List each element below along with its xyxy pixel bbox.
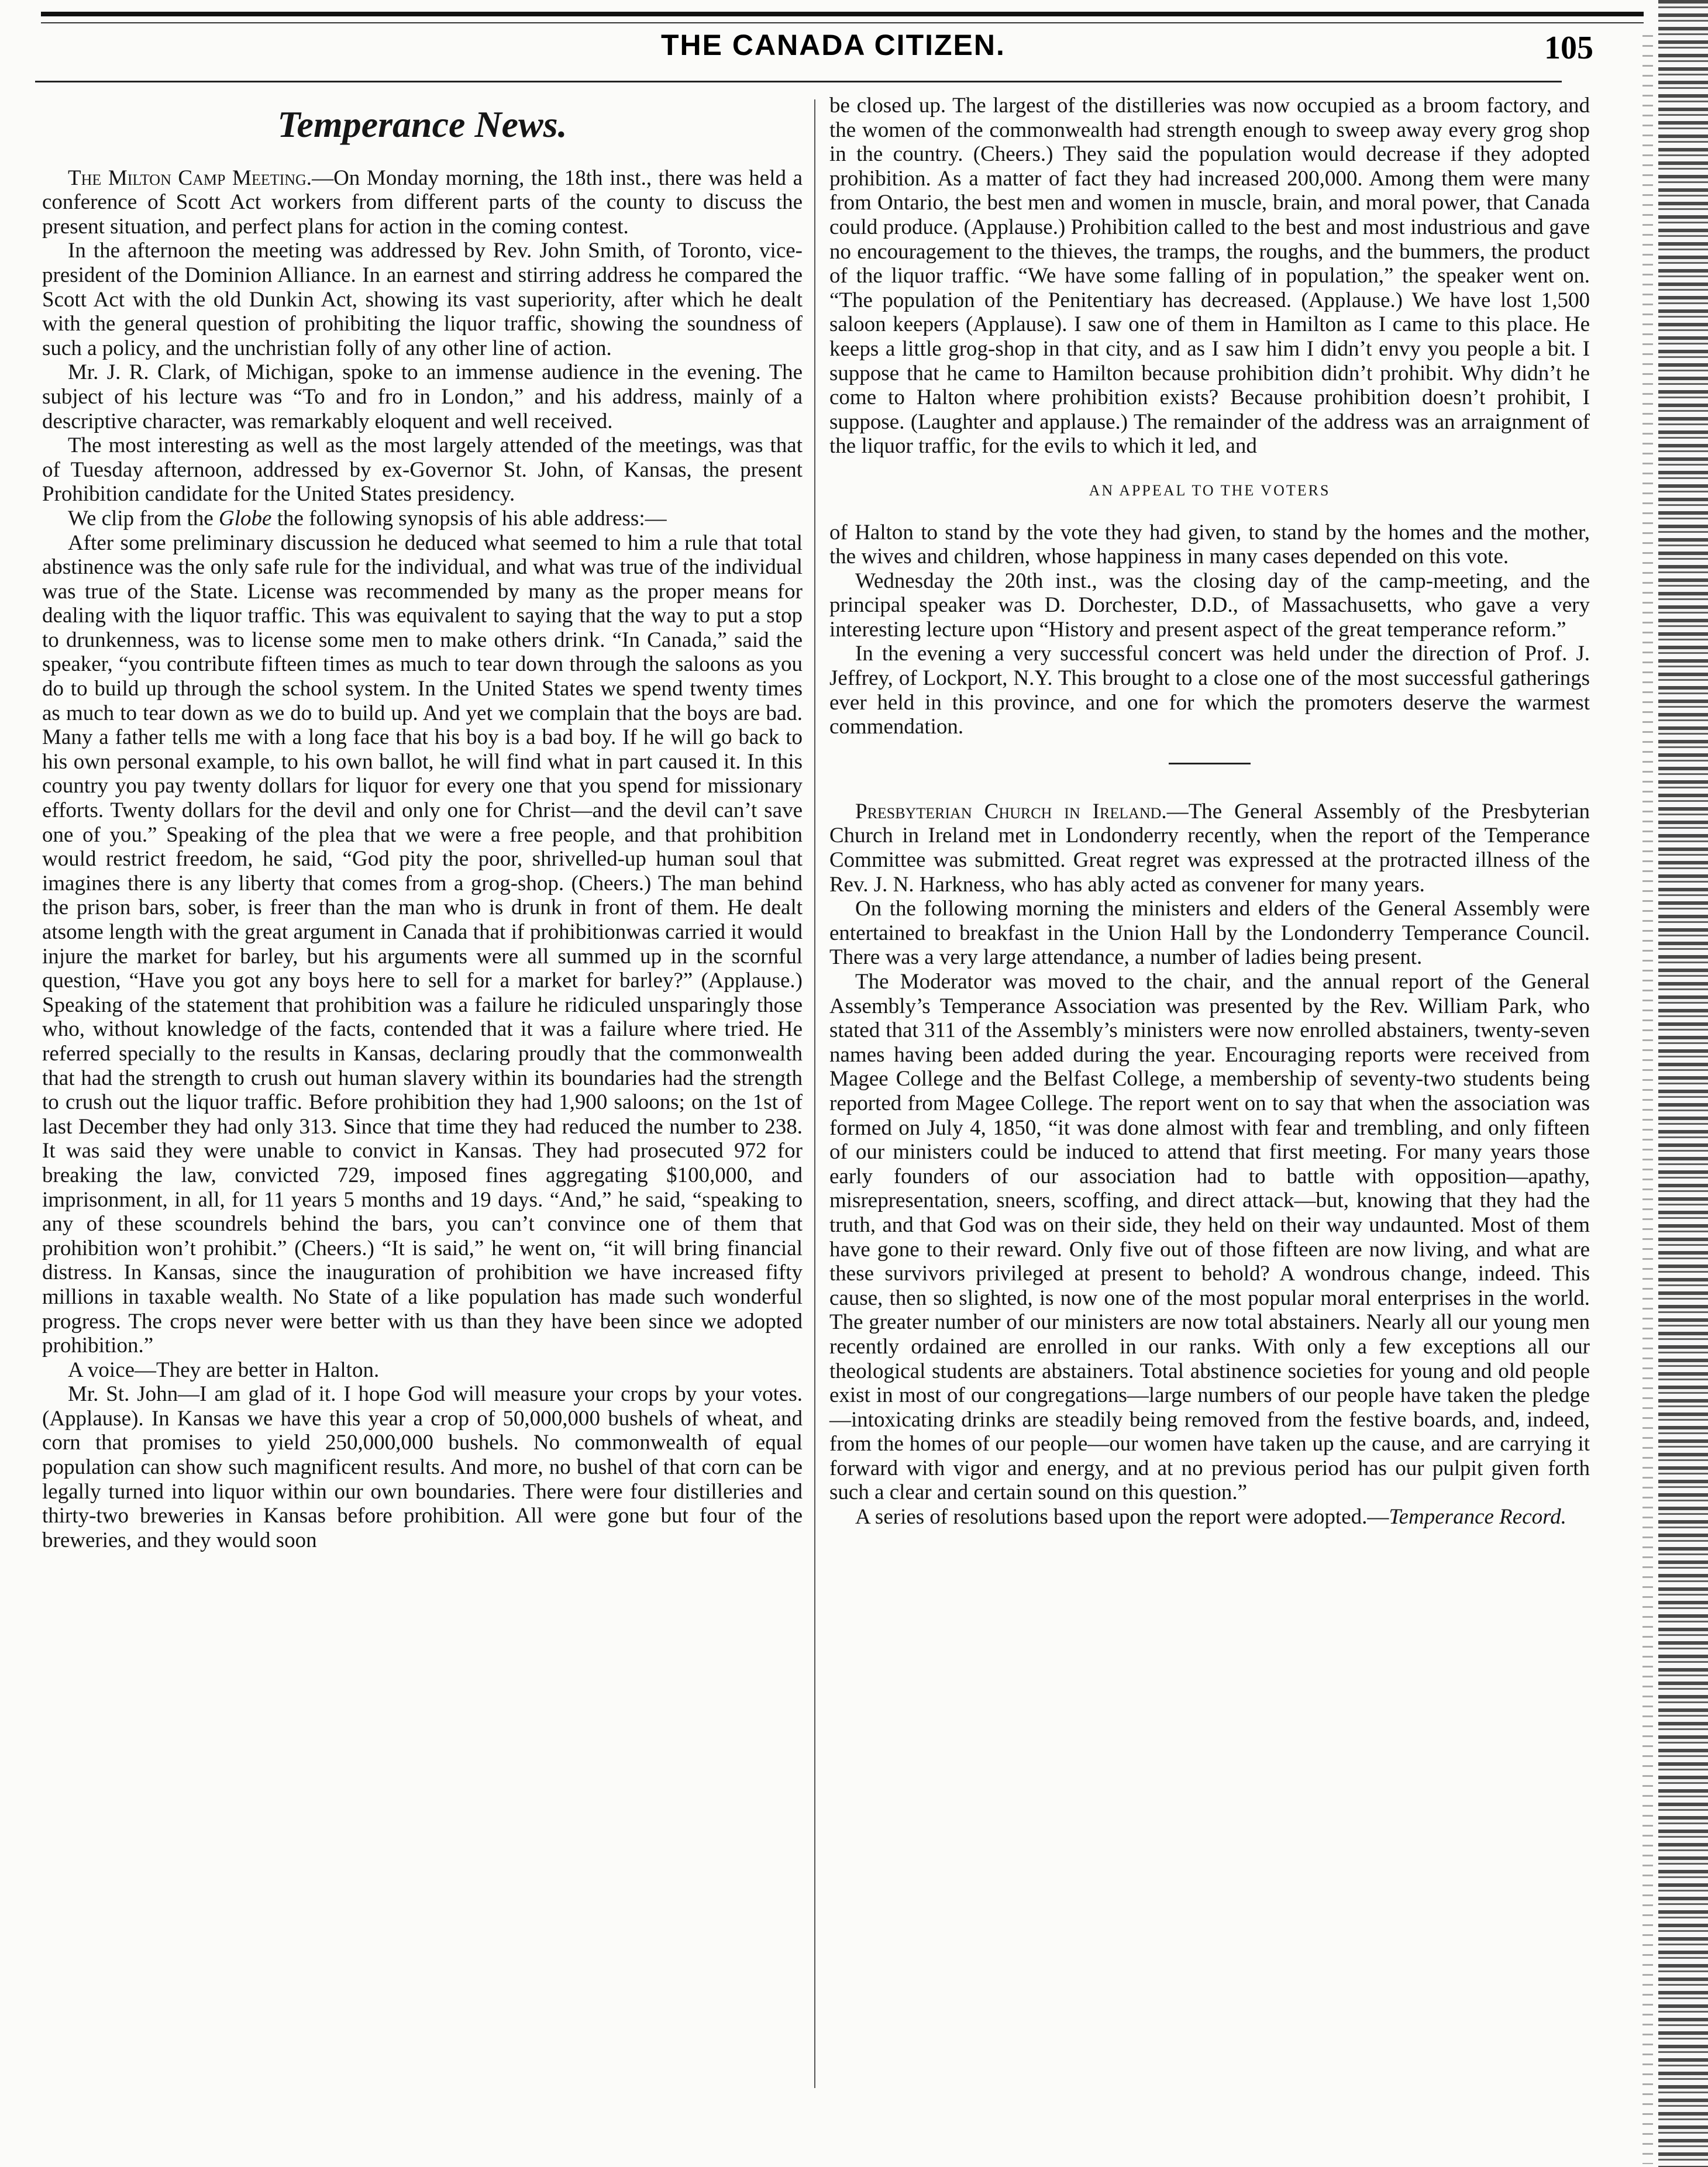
paragraph-text: We clip from the (68, 506, 219, 530)
page-number: 105 (1544, 30, 1593, 66)
article-paragraph: The Moderator was moved to the chair, and the annual report of the General Assembly’s Temperance Association was presented by the Rev. William Park, who stated that 311 of the Assembly’s ministers were now enrolled abstainers, twenty-seven names having been added during the year. Encouraging reports were received from Magee College and the Belfast College, a membership of seventy-two students being reported from Magee College. The report went on to say that when the association was formed on July 4, 1850, “it was done almost with fear and trembling, and only fifteen of our ministers could be induced to attend that first meeting. For many years those early founders of our association had to battle with opposition—apathy, misrepresentation, sneers, scoffing, and direct attack—but, knowing that they had the truth, and that God was on their side, they held on their way undaunted. Most of them have gone to their reward. Only five out of those fifteen are now living, and what are these survivors privileged at present to behold? A wondrous change, indeed. This cause, then so slighted, is now one of the most popular moral enterprises in the world. The greater number of our ministers are now total abstainers. Nearly all our young men recently ordained are enrolled in our ranks. With only a few exceptions all our theological students are abstainers. Total abstinence societies for young and old people exist in most of our congregations—large numbers of our people have taken the pledge—intoxicating drinks are steadily being removed from the festive boards, and, indeed, from the homes of our people—our women have taken up the cause, and are carrying it forward with vigor and energy, and at no previous period has our pulpit given forth such a clear and certain sound on this question.” (829, 970, 1590, 1505)
paragraph-text: the following synopsis of his able address:— (271, 506, 667, 530)
article-paragraph: Mr. St. John—I am glad of it. I hope God will measure your crops by your votes. (Applause). In Kansas we have this year a crop of 50,000,000 bushels of wheat, and corn that promises to yield 250,000,000 bushels. No commonwealth of equal population can show such magnificent results. And more, no bushel of that corn can be legally turned into liquor within our own boundaries. There were four distilleries and thirty-two breweries in Kansas before prohibition. All were gone but four of the breweries, and they would soon (42, 1382, 803, 1552)
running-head: THE CANADA CITIZEN. (661, 29, 1005, 61)
article-paragraph: In the evening a very successful concert was held under the direction of Prof. J. Jeffrey, of Lockport, N.Y. This brought to a close one of the most successful gatherings ever held in this province, and one for which the promoters deserve the warmest commendation. (829, 642, 1590, 739)
header-rule (35, 81, 1562, 82)
right-column (829, 94, 1590, 1529)
binding-shadow (1642, 35, 1653, 2164)
column-divider (814, 99, 815, 2088)
source-citation: Temperance Record. (1389, 1505, 1566, 1529)
paragraph-text: —On Monday morning, the 18th inst., there was held a conference of Scott Act workers from different parts of the county to discuss the present situation, and perfect plans for action in the coming contest. (42, 166, 803, 239)
newspaper-name: Globe (219, 506, 272, 530)
article-paragraph: be closed up. The largest of the distilleries was now occupied as a broom factory, and the women of the commonwealth had strength enough to sweep away every grog shop in the country. (Cheers.) They said the population would decrease if they adopted prohibition. As a matter of fact they had increased 200,000. Among them were many from Ontario, the best men and women in muscle, brain, and moral power, that Canada could produce. (Applause.) Prohibition called to the best and most industrious and gave no encouragement to the thieves, the tramps, the roughs, and the bummers, the product of the liquor traffic. “We have some falling of in population,” the speaker went on. “The population of the Penitentiary has decreased. (Applause.) We have lost 1,500 saloon keepers (Applause). I saw one of them in Hamilton as I came to this place. He keeps a little grog-shop in that city, and as I saw him I didn’t envy you people a bit. I suppose that he came to Hamilton because prohibition didn’t prohibit. Why didn’t he come to Halton where prohibition exists? Because prohibition doesn’t prohibit, I suppose. (Laughter and applause.) The remainder of the address was an arraignment of the liquor traffic, for the evils to which it led, and (829, 94, 1590, 459)
article-paragraph: In the afternoon the meeting was addressed by Rev. John Smith, of Toronto, vice-president of the Dominion Alliance. In an earnest and stirring address he compared the Scott Act with the old Dunkin Act, showing its vast superiority, after which he dealt with the general question of prohibiting the liquor traffic, showing the soundness of such a policy, and the unchristian folly of any other line of action. (42, 239, 803, 360)
paragraph-text: A series of resolutions based upon the report were adopted.— (855, 1505, 1389, 1529)
article-paragraph: of Halton to stand by the vote they had given, to stand by the homes and the mother, the wives and children, whose happiness in many cases depended on this vote. (829, 520, 1590, 569)
article-paragraph (42, 507, 803, 531)
article-paragraph: The most interesting as well as the most largely attended of the meetings, was that of Tuesday afternoon, addressed by ex-Governor St. John, of Kansas, the present Prohibition candidate for the United States presidency. (42, 433, 803, 507)
article-paragraph: Mr. J. R. Clark, of Michigan, spoke to an immense audience in the evening. The subject of his lecture was “To and fro in London,” and his address, mainly of a descriptive character, was remarkably eloquent and well received. (42, 360, 803, 433)
article-paragraph: After some preliminary discussion he deduced what seemed to him a rule that total abstinence was the only safe rule for the individual, and what was true of the individual was true of the State. License was recommended by many as the proper means for dealing with the liquor traffic. This was equivalent to saying that the way to put a stop to drunkenness, was to license some men to make others drink. “In Canada,” said the speaker, “you contribute fifteen times as much to tear down through the saloons as you do to build up through the school system. In the United States we spend twenty times as much to tear down as we do to build up. And yet we complain that the boys are bad. Many a father tells me with a long face that his boy is a bad boy. If he will go back to his own personal example, to his own ballot, he will find what in part caused it. In this country you pay twenty dollars for liquor for every one that you spend for missionary efforts. Twenty dollars for the devil and only one for Christ—and the devil can’t save one of you.” Speaking of the plea that we were a free people, and that prohibition would restrict freedom, he said, “God pity the poor, shrivelled-up human soul that imagines there is any liberty that comes from a grog-shop. (Cheers.) The man behind the prison bars, sober, is freer than the man who is drunk in front of them. He dealt atsome length with the great argument in Canada that if prohibitionwas carried it would injure the market for barley, but his arguments were all summed up in the scornful question, “Have you got any boys here to sell for a market for barley?” (Applause.) Speaking of the statement that prohibition was a failure he ridiculed unsparingly those who, without knowledge of the facts, contended that it was a failure where tried. He referred specially to the results in Kansas, declaring proudly that the commonwealth that had the strength to crush out human slavery within its boundaries had the strength to crush out the liquor traffic. Before prohibition they had 1,900 saloons; on the 1st of last December they had only 313. Since that time they had reduced the number to 238. It was said they were unable to convict in Kansas. They had prosecuted 972 for breaking the law, convicted 729, imposed fines aggregating $100,000, and imprisonment, in all, for 11 years 5 months and 19 days. “And,” he said, “speaking to any of these scoundrels behind the bars, you can’t convince one of them that prohibition won’t prohibit.” (Cheers.) “It is said,” he went on, “it will bring financial distress. In Kansas, since the inauguration of prohibition we have increased fifty millions in taxable wealth. No State of a like population has made such wonderful progress. The crops never were better with us than they have been since we adopted prohibition.” (42, 530, 803, 1358)
article-lead: Presbyterian Church in Ireland. (855, 799, 1167, 824)
section-title: Temperance News. (277, 104, 567, 145)
article-lead: The Milton Camp Meeting. (68, 166, 312, 190)
article-paragraph (42, 166, 803, 239)
article-paragraph: A voice—They are better in Halton. (68, 1358, 380, 1382)
article-separator (1169, 763, 1251, 764)
article-paragraph: On the following morning the ministers and elders of the General Assembly were entertained to breakfast in the Union Hall by the Londonderry Temperance Council. There was a very large attendance, a number of ladies being present. (829, 897, 1590, 970)
article-paragraph (829, 800, 1590, 897)
article-paragraph (829, 1505, 1590, 1529)
left-column (42, 94, 803, 1552)
paragraph-text: —The General Assembly of the Presbyterian Church in Ireland met in Londonderry recently, when the report of the Temperance Committee was submitted. Great regret was expressed at the protracted illness of the Rev. J. N. Harkness, who has ably acted as convener for many years. (829, 799, 1590, 897)
page-binding-edge (1658, 0, 1708, 2167)
top-border-rule (41, 12, 1644, 16)
article-paragraph: Wednesday the 20th inst., was the closing day of the camp-meeting, and the principal speaker was D. Dorchester, D.D., of Massachusetts, who gave a very interesting lecture upon “History and present aspect of the great temperance reform.” (829, 569, 1590, 642)
subheading: AN APPEAL TO THE VOTERS (1089, 481, 1331, 499)
top-border-thin-rule (41, 22, 1644, 23)
